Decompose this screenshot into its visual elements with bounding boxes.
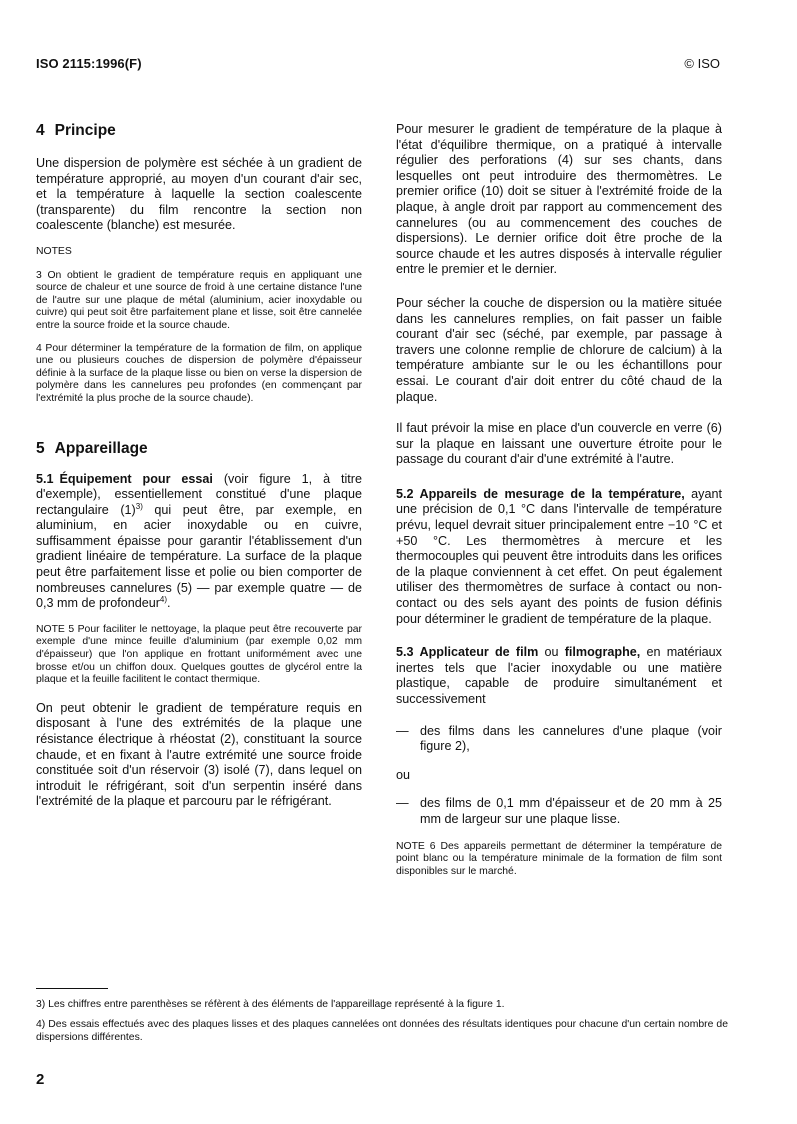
notes-label: NOTES: [36, 245, 72, 257]
footnote-3: 3) Les chiffres entre parenthèses se réfèrent à des éléments de l'appareillage représenté à la figure 1.: [36, 999, 505, 1010]
footnote-ref-4: 4): [159, 595, 168, 605]
dash-bullet: —: [396, 723, 409, 738]
copyright-mark: © ISO: [684, 56, 720, 71]
section-4-title: Principe: [54, 122, 116, 139]
section-5-2-text: ayant une précision de 0,1 °C dans l'intervalle de température prévu, lequel devrait situer principalement entre −10 °C et +50 °C. Les thermomètres à mercure et les thermocouples qui peuvent être introduits dans les orifices de la plaque conviennent à cet effet. On peut également utiliser des thermomètres de surface à contact ou non-contact ou des sels ayant des points de fusion définis pour déterminer le gradient de température de la plaque.: [396, 486, 722, 626]
list-item-grooves-text: des films dans les cannelures d'une plaque (voir figure 2),: [420, 723, 722, 754]
section-4-heading: [36, 122, 362, 140]
section-5-1-title: Équipement pour essai: [59, 471, 213, 486]
section-5-1-text-a: (voir figure 1, à titre d'exemple), essentiellement constitué d'une plaque rectangulaire (1): [36, 471, 362, 517]
section-4-paragraph: Une dispersion de polymère est séchée à un gradient de température approprié, au moyen d'un courant d'air sec, et la température à laquelle la section coalescente (transparente) du film rencontre la section non coalescente (blanche) est mesurée.: [36, 156, 362, 233]
section-5-2-number: 5.2: [396, 486, 414, 501]
section-5-3-title-a: Applicateur de film: [419, 645, 539, 660]
right-column: [396, 122, 722, 878]
section-5-3-paragraph: [396, 645, 722, 707]
list-item-grooves: [396, 724, 722, 755]
glass-cover-paragraph: Il faut prévoir la mise en place d'un couvercle en verre (6) sur la plaque en laissant une ouverture étroite pour le passage du courant d'air d'une extrémité à l'autre.: [396, 421, 722, 467]
footnotes: [36, 998, 728, 1044]
footnote-4: 4) Des essais effectués avec des plaques lisses et des plaques cannelées ont données des résultats identiques pour chacune d'un certain nombre de dispersions différentes.: [36, 1019, 728, 1043]
section-5-2-paragraph: [396, 487, 722, 627]
section-5-1-text-b: qui peut être, par exemple, en aluminium, en acier inoxydable ou en cuivre, suffisamment épaisse pour garantir l'établissement d'un gradient linéaire de température. La surface de la plaque peut être parfaitement lisse et polie ou bien comporter de nombreuses cannelures (5) — par exemple quatre — de 0,3 mm de profondeur: [36, 502, 362, 611]
thermometer-holes-paragraph: Pour mesurer le gradient de température de la plaque à l'état d'équilibre thermique, on a pratiqué à intervalle régulier des perforations (4) sur ses chants, dans lesquelles ont peut introduire des thermomètres. Le premier orifice (10) doit se situer à l'extrémité froide de la plaque, à angle droit par rapport au commencement des cannelures (ou au commencement des couches de dispersions). Le dernier orifice doit être proche de la source chaude et les autres disposés à intervalle régulier entre le premier et le dernier.: [396, 122, 722, 277]
note-4: 4 Pour déterminer la température de la formation de film, on applique une ou plusieurs couches de dispersion de polymère d'épaisseur définie à la surface de la plaque lisse ou bien on verse la dispersion de polymère dans les cannelures peu profondes (en commençant par l'extrémité la plus proche de la source chaude).: [36, 342, 362, 404]
section-5-1-paragraph: [36, 472, 362, 612]
dash-bullet: —: [396, 796, 409, 811]
section-5-3-number: 5.3: [396, 645, 414, 660]
section-5-title: Appareillage: [54, 439, 148, 457]
section-5-3-text: en matériaux inertes tels que l'acier inoxydable ou une matière plastique, capable de produire simultanément et successivement: [396, 645, 722, 706]
left-column: [36, 122, 362, 810]
or-connector: ou: [396, 767, 411, 782]
footnote-ref-3: 3): [135, 501, 143, 511]
section-5-3-title-b: filmographe,: [564, 645, 641, 660]
section-5-2-title: Appareils de mesurage de la température,: [419, 486, 685, 501]
section-5-1-text-c: .: [167, 596, 171, 611]
section-5-number: 5: [36, 439, 45, 457]
air-flow-paragraph: Pour sécher la couche de dispersion ou la matière située dans les cannelures remplies, on fait passer un faible courant d'air sec (séché, par exemple, par passage à travers une colonne remplie de chlorure de calcium) à la température ambiante sur le ou les échantillons pour essai. Le courant d'air doit entrer du côté chaud de la plaque.: [396, 295, 722, 404]
standard-id: ISO 2115:1996(F): [36, 56, 142, 71]
section-5-1-number: 5.1: [36, 471, 54, 486]
note-6: NOTE 6 Des appareils permettant de déterminer la température de point blanc ou la température minimale de la formation de film sont disponibles sur le marché.: [396, 840, 722, 877]
list-item-smooth-plate-text: des films de 0,1 mm d'épaisseur et de 20 mm à 25 mm de largeur sur une plaque lisse.: [420, 796, 722, 826]
note-5: NOTE 5 Pour faciliter le nettoyage, la plaque peut être recouverte par exemple d'une mince feuille d'aluminium (par exemple 0,02 mm d'épaisseur) que l'on applique en frottant uniformément avec une brosse et/ou un chiffon doux. Quelques gouttes de glycérol entre la plaque et la feuille facilitent le contact thermique.: [36, 623, 362, 686]
note-3: 3 On obtient le gradient de température requis en appliquant une source de chaleur et une source de froid à une certaine distance l'une de l'autre sur une plaque de métal (aluminium, acier inoxydable ou cuivre) qui peut soit être parfaitement plane et lisse, soit être cannelée entre la source froide et la source chaude.: [36, 269, 362, 331]
section-5-3-title-or: ou: [538, 645, 565, 660]
list-item-smooth-plate: [396, 796, 722, 827]
page-number: 2: [36, 1071, 45, 1088]
section-5-heading: [36, 440, 362, 458]
section-4-number: 4: [36, 122, 45, 139]
section-5-1-paragraph-2: On peut obtenir le gradient de température requis en disposant à l'une des extrémités de la plaque une résistance électrique à rhéostat (2), constituant la source chaude, et en fixant à l'autre extrémité une source froide constituée soit d'un réservoir (3) isolé (7), dans lequel on introduit le réfrigérant, soit d'un serpentin inséré dans l'extrémité de la plaque et parcouru par le réfrigérant.: [36, 700, 362, 809]
footnote-rule: [36, 988, 108, 989]
